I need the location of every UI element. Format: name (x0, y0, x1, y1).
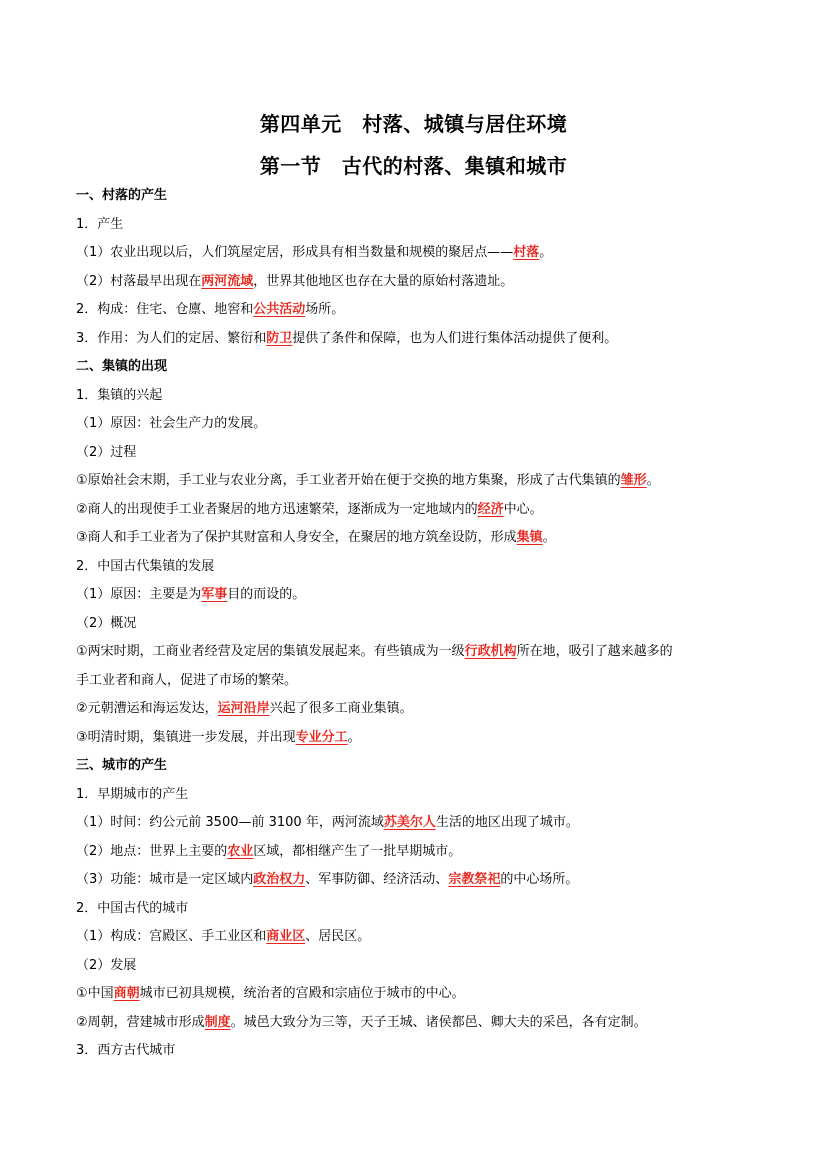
text-line (76, 496, 756, 525)
keyword-answer: 防卫 (266, 330, 293, 346)
text-run: （3）功能：城市是一定区域内 (76, 872, 254, 887)
text-line (76, 980, 756, 1009)
text-run: 。 (539, 245, 553, 260)
text-run: （1）农业出现以后，人们筑屋定居，形成具有相当数量和规模的聚居点—— (76, 245, 514, 260)
text-line (76, 923, 756, 952)
text-run: 二、集镇的出现 (76, 359, 168, 374)
text-run: ，世界其他地区也存在大量的原始村落遗址。 (253, 273, 514, 289)
text-run: 1．产生 (76, 216, 124, 232)
text-line (76, 524, 756, 553)
text-line (76, 239, 756, 268)
keyword-answer: 制度 (204, 1014, 231, 1030)
keyword-answer: 两河流域 (201, 273, 254, 289)
keyword-answer: 军事 (201, 587, 228, 602)
keyword-answer: 经济 (477, 501, 504, 517)
keyword-answer: 专业分工 (295, 729, 348, 745)
text-line (76, 638, 756, 667)
text-run: （1）原因：社会生产力的发展。 (76, 416, 267, 431)
section-heading (76, 752, 756, 781)
text-line (76, 410, 756, 439)
text-run: 3．作用：为人们的定居、繁衍和 (76, 330, 267, 346)
section-heading (76, 353, 756, 382)
text-run: （2）概况 (76, 615, 137, 631)
text-run: 三、城市的产生 (76, 758, 168, 773)
text-run: 1．集镇的兴起 (76, 387, 163, 403)
text-run: 一、村落的产生 (76, 188, 168, 203)
keyword-answer: 公共活动 (253, 302, 306, 317)
section-title: 第一节 古代的村落、集镇和城市 (259, 154, 568, 178)
text-run: 。 (646, 473, 660, 488)
text-run: （2）地点：世界上主要的 (76, 843, 228, 859)
text-run: （1）原因：主要是为 (76, 587, 202, 602)
text-run: ①中国 (76, 986, 114, 1001)
text-line (76, 581, 756, 610)
text-line (76, 1009, 756, 1038)
text-line (76, 695, 756, 724)
text-run: 生活的地区出现了城市。 (435, 815, 579, 830)
keyword-answer: 宗教祭祀 (448, 872, 501, 887)
text-line (76, 724, 756, 753)
text-line (76, 467, 756, 496)
text-run: 的中心场所。 (500, 872, 579, 887)
text-run: 2．构成：住宅、仓廪、地窖和 (76, 302, 254, 317)
text-run: （1）时间：约公元前 3500—前 3100 年，两河流域 (76, 815, 384, 830)
section-heading (76, 182, 756, 211)
text-run: 所在地，吸引了越来越多的 (516, 644, 673, 659)
document-body (76, 182, 756, 1066)
keyword-answer: 政治权力 (253, 872, 306, 887)
text-run: 。 (347, 729, 361, 745)
text-run: ③明清时期，集镇进一步发展，并出现 (76, 729, 296, 745)
text-line (76, 952, 756, 981)
text-run: 3．西方古代城市 (76, 1043, 176, 1058)
text-run: 区域，都相继产生了一批早期城市。 (253, 843, 462, 859)
text-run: （2）过程 (76, 444, 137, 460)
keyword-answer: 行政机构 (464, 644, 517, 659)
text-run: （2）村落最早出现在 (76, 273, 202, 289)
text-line (76, 838, 756, 867)
text-run: 中心。 (503, 501, 543, 517)
text-line (76, 553, 756, 582)
text-line (76, 895, 756, 924)
text-run: 。城邑大致分为三等，天子王城、诸侯都邑、卿大夫的采邑，各有定制。 (230, 1014, 647, 1030)
text-line (76, 325, 756, 354)
text-run: 提供了条件和保障，也为人们进行集体活动提供了便利。 (292, 330, 618, 346)
text-run: 。 (542, 530, 556, 545)
text-line (76, 439, 756, 468)
text-run: ②商人的出现使手工业者聚居的地方迅速繁荣，逐渐成为一定地域内的 (76, 501, 478, 517)
text-line (76, 610, 756, 639)
text-line (76, 667, 756, 696)
text-line (76, 809, 756, 838)
keyword-answer: 商业区 (266, 929, 306, 944)
text-run: 2．中国古代的城市 (76, 900, 189, 916)
keyword-answer: 村落 (513, 245, 540, 260)
text-run: 场所。 (305, 302, 345, 317)
keyword-answer: 雏形 (620, 473, 647, 488)
text-run: 手工业者和商人，促进了市场的繁荣。 (76, 672, 298, 688)
text-run: 兴起了很多工商业集镇。 (269, 701, 413, 716)
text-run: 城市已初具规模，统治者的宫殿和宗庙位于城市的中心。 (139, 986, 465, 1001)
keyword-answer: 苏美尔人 (383, 815, 436, 830)
keyword-answer: 集镇 (516, 530, 543, 545)
text-line (76, 382, 756, 411)
keyword-answer: 商朝 (113, 986, 140, 1001)
text-run: （2）发展 (76, 957, 137, 973)
text-run: 2．中国古代集镇的发展 (76, 558, 215, 574)
text-run: 、居民区。 (305, 929, 371, 944)
keyword-answer: 农业 (227, 843, 254, 859)
text-line (76, 866, 756, 895)
text-run: （1）构成：宫殿区、手工业区和 (76, 929, 267, 944)
text-line (76, 781, 756, 810)
text-line (76, 211, 756, 240)
text-run: ②元朝漕运和海运发达， (76, 701, 218, 716)
text-line (76, 1037, 756, 1066)
text-run: ①两宋时期，工商业者经营及定居的集镇发展起来。有些镇成为一级 (76, 644, 465, 659)
unit-title: 第四单元 村落、城镇与居住环境 (259, 112, 568, 136)
text-run: 、军事防御、经济活动、 (305, 872, 449, 887)
text-run: 目的而设的。 (227, 587, 306, 602)
text-run: ①原始社会末期，手工业与农业分离，手工业者开始在便于交换的地方集聚，形成了古代集镇的 (76, 473, 621, 488)
text-run: ③商人和手工业者为了保护其财富和人身安全，在聚居的地方筑垒设防，形成 (76, 530, 517, 545)
text-line (76, 296, 756, 325)
text-run: 1．早期城市的产生 (76, 786, 189, 802)
text-line (76, 268, 756, 297)
text-run: ②周朝，营建城市形成 (76, 1014, 205, 1030)
keyword-answer: 运河沿岸 (217, 701, 270, 716)
